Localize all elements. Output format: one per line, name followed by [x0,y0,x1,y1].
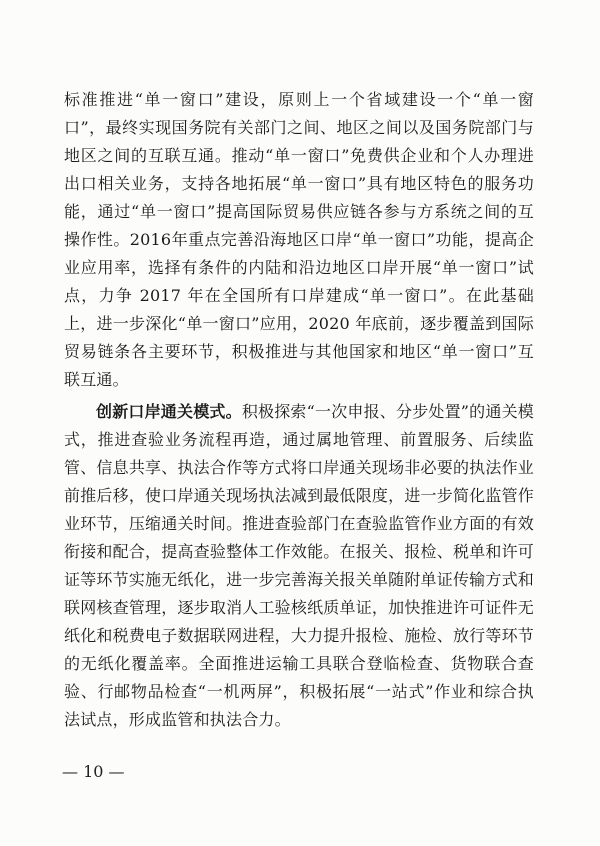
section-lead-heading: 创新口岸通关模式。 [96,402,242,421]
paragraph-body: 积极探索“一次申报、分步处置”的通关模式，推进查验业务流程再造，通过属地管理、前置服务、后续监管、信息共享、执法合作等方式将口岸通关现场非必要的执法作业前推后移，使口岸通关现场执法减到最低限度，进一步简化监管作业环节，压缩通关时间。推进查验部门在查验监管作业方面的有效衔接和配合，提高查验整体工作效能。在报关、报检、税单和许可证等环节实施无纸化，进一步完善海关报关单随附单证传输方式和联网核查管理，逐步取消人工验核纸质单证，加快推进许可证件无纸化和税费电子数据联网进程，大力提升报检、施检、放行等环节的无纸化覆盖率。全面推进运输工具联合登临检查、货物联合查验、行邮物品检查“一机两屏”，积极拓展“一站式”作业和综合执法试点，形成监管和执法合力。 [64,402,534,729]
paragraph-customs-clearance [64,398,534,734]
paragraph-single-window: 标准推进“单一窗口”建设，原则上一个省域建设一个“单一窗口”，最终实现国务院有关部门之间、地区之间以及国务院部门与地区之间的互联互通。推动“单一窗口”免费供企业和个人办理进出口相关业务，支持各地拓展“单一窗口”具有地区特色的服务功能，通过“单一窗口”提高国际贸易供应链各参与方系统之间的互操作性。2016年重点完善沿海地区口岸“单一窗口”功能，提高企业应用率，选择有条件的内陆和沿边地区口岸开展“单一窗口”试点，力争 2017 年在全国所有口岸建成“单一窗口”。在此基础上，进一步深化“单一窗口”应用，2020 年底前，逐步覆盖到国际贸易链条各主要环节，积极推进与其他国家和地区“单一窗口”互联互通。 [64,90,534,389]
page-number: — 10 — [62,762,125,781]
